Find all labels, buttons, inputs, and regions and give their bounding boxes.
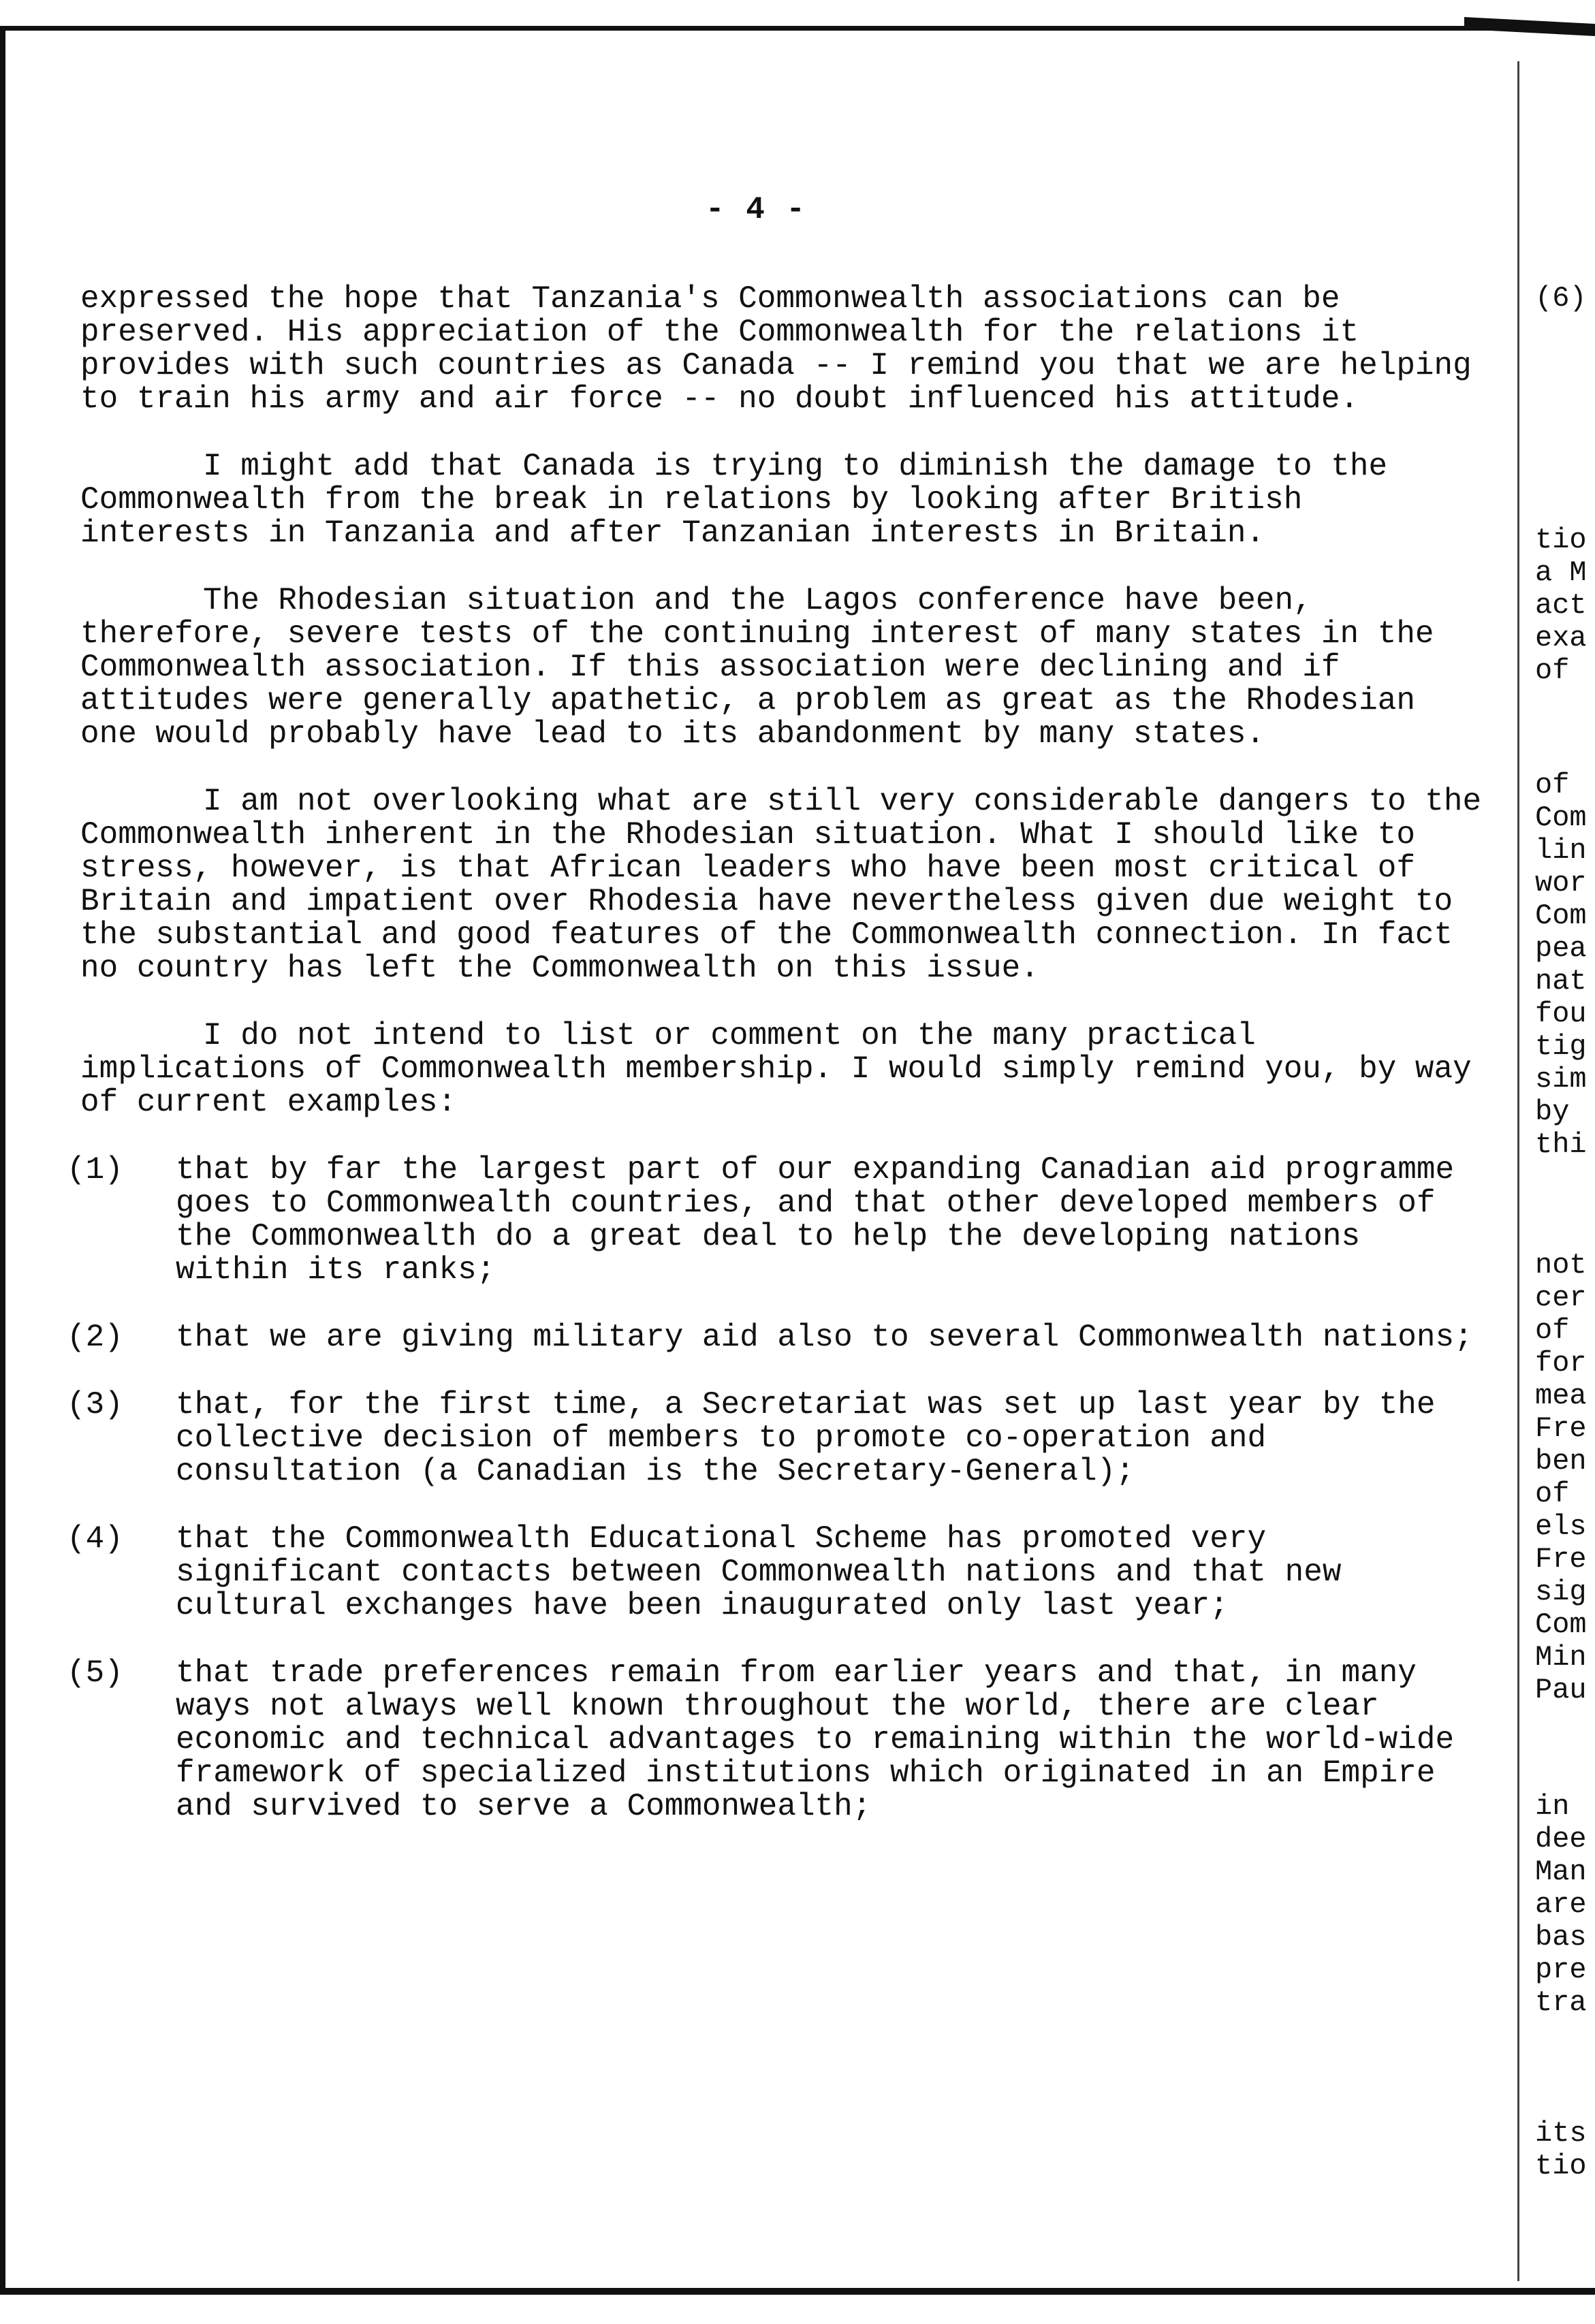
cut-off-text-fragment: lin bbox=[1535, 834, 1587, 867]
cut-off-text-fragment: in bbox=[1535, 1790, 1570, 1823]
cut-off-text-fragment: dee bbox=[1535, 1823, 1587, 1856]
cut-off-text-fragment: sim bbox=[1535, 1063, 1587, 1096]
cut-off-text-fragment: Man bbox=[1535, 1856, 1587, 1888]
cut-off-text-fragment: Com bbox=[1535, 1608, 1587, 1641]
cut-off-text-fragment: wor bbox=[1535, 867, 1587, 900]
cut-off-text-fragment: not bbox=[1535, 1249, 1587, 1282]
top-border-line bbox=[0, 26, 1595, 31]
cut-off-text-fragment: tra bbox=[1535, 1986, 1587, 2019]
main-text-column bbox=[67, 281, 1500, 1858]
cut-off-text-fragment: bas bbox=[1535, 1921, 1587, 1954]
cut-off-text-fragment: are bbox=[1535, 1888, 1587, 1921]
cut-off-text-fragment: ben bbox=[1535, 1445, 1587, 1478]
cut-off-text-fragment: Com bbox=[1535, 900, 1587, 932]
cut-off-text-fragment: pre bbox=[1535, 1954, 1587, 1986]
cut-off-text-fragment: cer bbox=[1535, 1282, 1587, 1314]
cut-off-text-fragment: act bbox=[1535, 589, 1587, 622]
cut-off-text-fragment: tio bbox=[1535, 524, 1587, 556]
cut-off-text-fragment: sig bbox=[1535, 1576, 1587, 1608]
list-item-text: that the Commonwealth Educational Scheme has promoted very significant contacts between Commonwealth nations and that new cultural exchanges have been inaugurated only last year; bbox=[176, 1521, 1342, 1623]
bottom-border-line bbox=[0, 2288, 1595, 2295]
list-item-number: (2) bbox=[67, 1320, 123, 1355]
cut-off-text-fragment: Com bbox=[1535, 801, 1587, 834]
list-item bbox=[67, 1152, 1490, 1288]
cut-off-text-fragment: a M bbox=[1535, 556, 1587, 589]
paragraph: I do not intend to list or comment on the many practical implications of Commonwealth membership. I would simply remind you, by way of current examples: bbox=[80, 1018, 1491, 1120]
cut-off-text-fragment: Fre bbox=[1535, 1543, 1587, 1576]
paragraph: The Rhodesian situation and the Lagos conference have been, therefore, severe tests of the continuing interest of many states in the Commonwealth association. If this association were declining and if attitudes were generally apathetic, a problem as great as the Rhodesian one would probably have lead to its abandonment by many states. bbox=[80, 583, 1453, 752]
page-number: - 4 - bbox=[705, 192, 807, 227]
list-item-text: that trade preferences remain from earlier years and that, in many ways not always well known throughout the world, there are clear economic and technical advantages to remaining within the world-wide framework of specialized institutions which originated in an Empire and survived to serve a Commonwealth; bbox=[176, 1655, 1455, 1824]
cut-off-text-fragment: of bbox=[1535, 1478, 1570, 1510]
cut-off-text-fragment: thi bbox=[1535, 1128, 1587, 1161]
cut-off-text-fragment: pea bbox=[1535, 932, 1587, 965]
cut-off-text-fragment: its bbox=[1535, 2117, 1587, 2150]
top-border-curl bbox=[1464, 17, 1595, 36]
cut-off-text-fragment: of bbox=[1535, 1314, 1570, 1347]
cut-off-text-fragment: exa bbox=[1535, 622, 1587, 654]
cut-off-text-fragment: nat bbox=[1535, 965, 1587, 998]
list-item-text: that, for the first time, a Secretariat was set up last year by the collective decision of members to promote co-operation and consultation (a Canadian is the Secretary-General); bbox=[176, 1387, 1436, 1489]
next-page-edge-fragments bbox=[1535, 283, 1595, 2257]
list-item-number: (5) bbox=[67, 1655, 123, 1691]
paragraph: expressed the hope that Tanzania's Commonwealth associations can be preserved. His appreciation of the Commonwealth for the relations it provides with such countries as Canada -- I remind you that we are helping to train his army and air force -- no doubt influenced his attitude. bbox=[80, 281, 1491, 417]
examples-list bbox=[67, 1152, 1490, 1824]
list-item bbox=[67, 1655, 1490, 1824]
list-item-number: (3) bbox=[67, 1387, 123, 1422]
cut-off-text-fragment: mea bbox=[1535, 1380, 1587, 1412]
cut-off-text-fragment: Pau bbox=[1535, 1674, 1587, 1706]
list-item-number: (1) bbox=[67, 1152, 123, 1188]
paragraph: I am not overlooking what are still very considerable dangers to the Commonwealth inherent in the Rhodesian situation. What I should like to stress, however, is that African leaders who have been most critical of Britain and impatient over Rhodesia have nevertheless given due weight to the substantial and good features of the Commonwealth connection. In fact no country has left the Commonwealth on this issue. bbox=[80, 784, 1500, 986]
cut-off-text-fragment: Fre bbox=[1535, 1412, 1587, 1445]
list-item-number: (4) bbox=[67, 1521, 123, 1557]
list-item bbox=[67, 1387, 1490, 1489]
cut-off-text-fragment: tig bbox=[1535, 1030, 1587, 1063]
cut-off-text-fragment: tio bbox=[1535, 2150, 1587, 2182]
cut-off-text-fragment: Min bbox=[1535, 1641, 1587, 1674]
cut-off-text-fragment: of bbox=[1535, 769, 1570, 801]
list-item bbox=[67, 1320, 1490, 1355]
paragraph: I might add that Canada is trying to diminish the damage to the Commonwealth from the break in relations by looking after British interests in Tanzania and after Tanzanian interests in Britain. bbox=[80, 449, 1406, 551]
cut-off-text-fragment: els bbox=[1535, 1510, 1587, 1543]
left-border-line bbox=[0, 26, 5, 2293]
cut-off-text-fragment: for bbox=[1535, 1347, 1587, 1380]
list-item-text: that we are giving military aid also to several Commonwealth nations; bbox=[176, 1320, 1473, 1355]
cut-off-text-fragment: (6) bbox=[1535, 283, 1587, 315]
cut-off-text-fragment: of bbox=[1535, 654, 1570, 687]
list-item bbox=[67, 1521, 1490, 1623]
list-item-text: that by far the largest part of our expanding Canadian aid programme goes to Commonwealth countries, and that other developed members of the Commonwealth do a great deal to help the developing nations within its ranks; bbox=[176, 1152, 1455, 1288]
cut-off-text-fragment: by bbox=[1535, 1096, 1570, 1128]
cut-off-text-fragment: fou bbox=[1535, 998, 1587, 1030]
page-edge-divider bbox=[1517, 61, 1519, 2281]
